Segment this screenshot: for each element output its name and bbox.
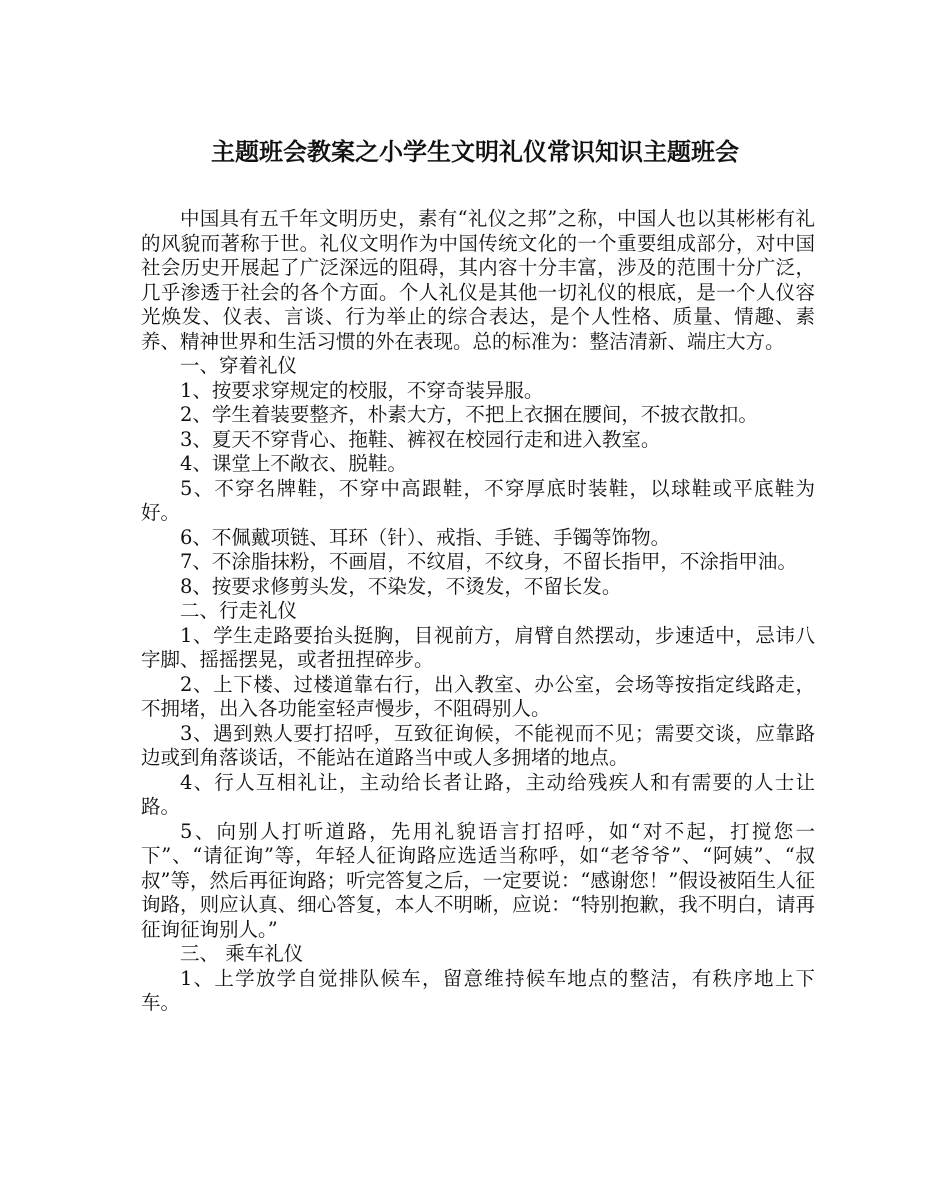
list-item: 2、上下楼、过楼道靠右行，出入教室、办公室，会场等按指定线路走，不拥堵，出入各功能室轻声慢步，不阻碍别人。	[141, 672, 815, 720]
list-item: 1、按要求穿规定的校服，不穿奇装异服。	[180, 378, 544, 402]
list-item: 6、不佩戴项链、耳环（针）、戒指、手链、手镯等饰物。	[180, 525, 671, 549]
list-item: 4、课堂上不敞衣、脱鞋。	[180, 452, 407, 475]
list-item: 3、遇到熟人要打招呼，互致征询候，不能视而不见；需要交谈，应靠路边或到角落谈话，不能站在道路当中或人多拥堵的地点。	[141, 721, 815, 769]
section-heading-walking: 二、行走礼仪	[180, 599, 298, 622]
document-body	[141, 207, 815, 1016]
list-item: 5、不穿名牌鞋，不穿中高跟鞋，不穿厚底时装鞋，以球鞋或平底鞋为好。	[141, 476, 815, 524]
list-item: 8、按要求修剪头发，不染发，不烫发，不留长发。	[180, 574, 622, 598]
paragraph-intro: 中国具有五千年文明历史，素有“礼仪之邦”之称，中国人也以其彬彬有礼的风貌而著称于世。礼仪文明作为中国传统文化的一个重要组成部分，对中国社会历史开展起了广泛深远的阻碍，其内容十分丰富，涉及的范围十分广泛，几乎渗透于社会的各个方面。个人礼仪是其他一切礼仪的根底，是一个人仪容光焕发、仪表、言谈、行为举止的综合表达，是个人性格、质量、情趣、素养、精神世界和生活习惯的外在表现。总的标准为：整洁清新、端庄大方。	[141, 207, 815, 353]
list-item: 1、学生走路要抬头挺胸，目视前方，肩臂自然摆动，步速适中，忌讳八字脚、摇摇摆晃，或者扭捏碎步。	[141, 623, 815, 671]
list-item: 7、不涂脂抹粉，不画眉，不纹眉，不纹身，不留长指甲，不涂指甲油。	[180, 550, 797, 573]
section-heading-riding: 三、 乘车礼仪	[180, 942, 304, 965]
list-item: 2、学生着装要整齐，朴素大方，不把上衣捆在腰间，不披衣散扣。	[180, 403, 758, 426]
section-heading-dress: 一、穿着礼仪	[180, 354, 298, 377]
list-item: 4、行人互相礼让，主动给长者让路，主动给残疾人和有需要的人士让路。	[141, 770, 815, 818]
list-item: 5、向别人打听道路，先用礼貌语言打招呼，如“对不起，打搅您一下”、“请征询”等，年轻人征询路应选适当称呼，如“老爷爷”、“阿姨”、“叔叔”等，然后再征询路；听完答复之后，一定要说：“感谢您！”假设被陌生人征询路，则应认真、细心答复，本人不明晰，应说：“特别抱歉，我不明白，请再征询征询别人。”	[141, 819, 815, 941]
list-item: 1、上学放学自觉排队候车，留意维持候车地点的整洁，有秩序地上下车。	[141, 966, 815, 1014]
document-title: 主题班会教案之小学生文明礼仪常识知识主题班会	[211, 137, 739, 166]
list-item: 3、夏天不穿背心、拖鞋、裤衩在校园行走和进入教室。	[180, 427, 661, 451]
